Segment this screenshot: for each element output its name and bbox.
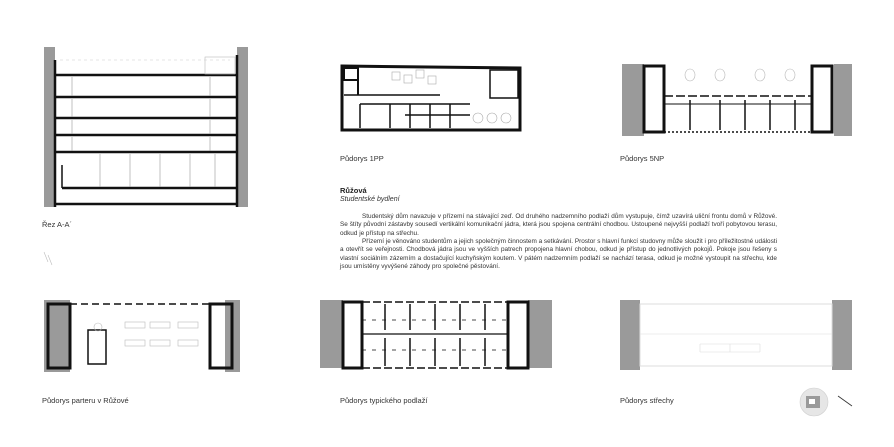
- caption-roof: Půdorys střechy: [620, 396, 674, 405]
- site-key-icon: [800, 388, 852, 416]
- paragraph-2: Přízemí je věnováno studentům a jejich společným činnostem a setkávání. Prostor s hlavní funkcí studovny může sloužit i pro příležitostné události a otevřít se veřejnosti. Chodbová jádra jsou ve vyšších patrech propojena hlavní chobou, odkud je přístup do jednotlivých pokojů. Pokoje jsou řešeny s vlastní sociálním zázemím a dostačující kuchyňským koutem. V pátém nadzemním podlaží se nachází terasa, odkud je možné vystoupit na střechu, kde jsou umístěny vyvýšené záhody pro společné pěstování.: [340, 238, 777, 270]
- caption-ground-floor: Půdorys parteru v Růžové: [42, 396, 129, 405]
- caption-section: Řez A-A´: [42, 220, 73, 229]
- project-subtitle: Studentské bydlení: [340, 196, 400, 203]
- caption-typical-floor: Půdorys typického podlaží: [340, 396, 428, 405]
- project-title: Růžová: [340, 186, 367, 195]
- caption-basement: Půdorys 1PP: [340, 154, 384, 163]
- caption-fifth-floor: Půdorys 5NP: [620, 154, 665, 163]
- paragraph-1: Studentský dům navazuje v přízemí na stávající zeď. Od druhého nadzemního podlaží dům vystupuje, čímž uzavírá uliční frontu domů v Růžové. Se štíty původní zástavby sousedí vertikální komunikační jádra, která jsou spojena centrální chodbou. Ustoupené nejvyšší podlaží tvoří pobytovou terasu, odkud je přístup na střechu.: [340, 213, 777, 237]
